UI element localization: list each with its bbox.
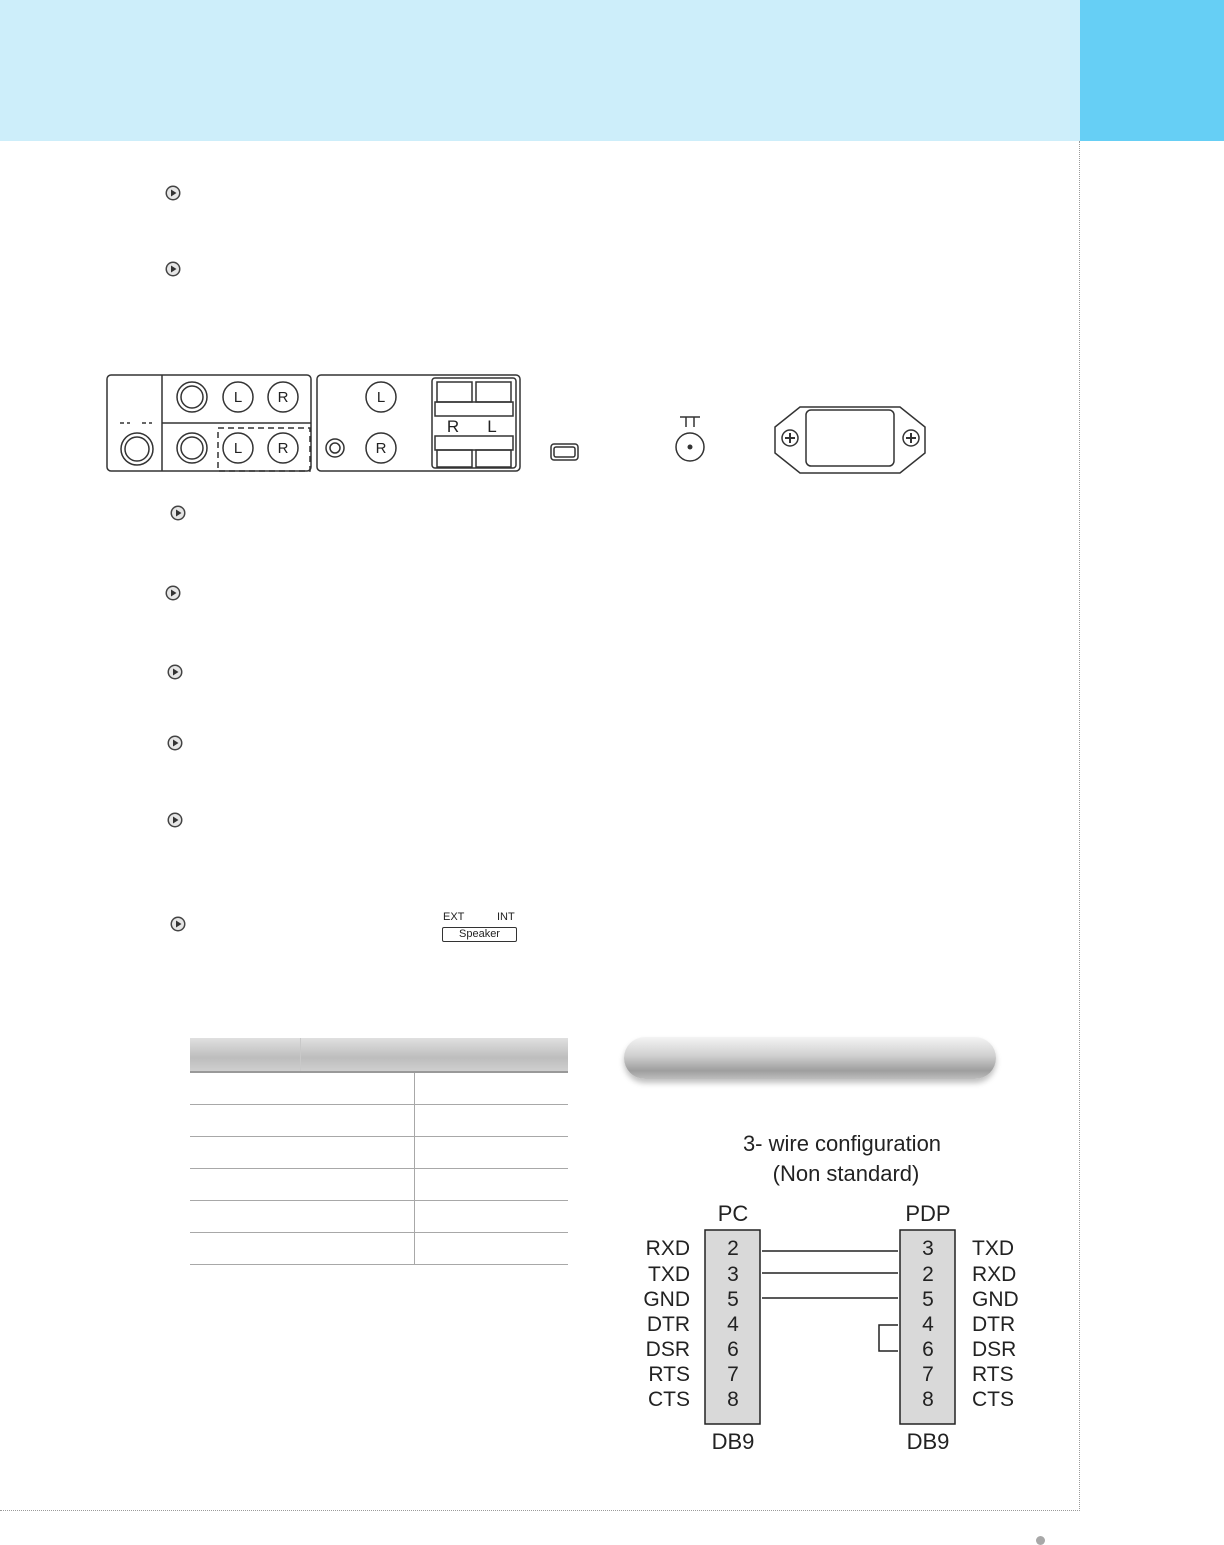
table-row — [190, 1201, 568, 1233]
pdp-signal-label: GND — [972, 1288, 1019, 1311]
table-row — [190, 1137, 568, 1169]
speaker-r-label: R — [446, 417, 460, 436]
pc-pin-number: 7 — [727, 1363, 739, 1386]
pdp-pin-number: 6 — [922, 1338, 934, 1361]
audio-out-l-label: L — [376, 389, 386, 406]
pdp-signal-label: TXD — [972, 1237, 1014, 1260]
pc-footer: DB9 — [711, 1429, 755, 1454]
pc-pin-number: 6 — [727, 1338, 739, 1361]
pc-pin-number: 3 — [727, 1263, 739, 1286]
pdp-signal-label: RXD — [972, 1263, 1017, 1286]
page-marker-dot — [1036, 1536, 1045, 1545]
pdp-pin-number: 3 — [922, 1237, 934, 1260]
loopback-dtr-dsr — [879, 1325, 898, 1351]
speaker-switch-int-label: INT — [497, 911, 515, 923]
audio-mini-jack — [326, 439, 344, 457]
speaker-terminal — [432, 378, 516, 468]
pdp-pin-number: 8 — [922, 1388, 934, 1411]
bullet-arrow-icon — [170, 916, 186, 932]
rear-panel-diagram — [0, 360, 1000, 490]
header-band — [0, 0, 1080, 141]
pdp-signal-label: DSR — [972, 1338, 1017, 1361]
table-row — [190, 1105, 568, 1137]
section-title-pill — [624, 1037, 996, 1079]
pdp-pin-number: 2 — [922, 1263, 934, 1286]
pdp-signal-label: CTS — [972, 1388, 1014, 1411]
pc-signal-label: RTS — [648, 1363, 690, 1386]
wiring-title: 3- wire configuration — [742, 1131, 942, 1156]
margin-divider-vertical — [1079, 141, 1080, 1511]
pc-signal-label: TXD — [648, 1263, 690, 1286]
bullet-arrow-icon — [167, 735, 183, 751]
header-tab — [1080, 0, 1224, 141]
audio-l-label: L — [233, 389, 243, 406]
pdp-pin-number: 7 — [922, 1363, 934, 1386]
table-row — [190, 1169, 568, 1201]
svideo-jack — [121, 433, 153, 465]
wiring-subtitle: (Non standard) — [772, 1161, 920, 1186]
speaker-l-label: L — [487, 417, 497, 436]
bullet-arrow-icon — [167, 812, 183, 828]
audio-l-label: L — [233, 440, 243, 457]
pc-signal-label: DSR — [645, 1338, 690, 1361]
pdp-signal-label: DTR — [972, 1313, 1016, 1336]
bullet-arrow-icon — [165, 585, 181, 601]
pc-header: PC — [717, 1201, 749, 1226]
pc-signal-label: GND — [643, 1288, 690, 1311]
bullet-arrow-icon — [165, 185, 181, 201]
pdp-header: PDP — [905, 1201, 951, 1226]
speaker-switch-ext-label: EXT — [443, 911, 465, 923]
pc-signal-label: DTR — [646, 1313, 690, 1336]
pdp-footer: DB9 — [906, 1429, 950, 1454]
rs232-wiring-diagram — [600, 1120, 1040, 1465]
pc-pin-number: 2 — [727, 1237, 739, 1260]
spec-table — [190, 1038, 568, 1265]
pc-pin-number: 8 — [727, 1388, 739, 1411]
bullet-arrow-icon — [165, 261, 181, 277]
bullet-arrow-icon — [170, 505, 186, 521]
pc-signal-label: RXD — [645, 1237, 690, 1260]
pc-pin-number: 5 — [727, 1288, 739, 1311]
spec-table-header — [190, 1038, 568, 1073]
margin-divider-horizontal — [0, 1510, 1080, 1511]
bullet-arrow-icon — [167, 664, 183, 680]
pc-signal-label: CTS — [648, 1388, 690, 1411]
audio-r-label: R — [277, 440, 289, 457]
audio-out-r-label: R — [375, 440, 387, 457]
pdp-pin-number: 4 — [922, 1313, 934, 1336]
pdp-pin-number: 5 — [922, 1288, 934, 1311]
audio-r-label: R — [277, 389, 289, 406]
speaker-switch[interactable] — [440, 909, 520, 945]
speaker-switch-label: Speaker — [442, 927, 517, 942]
table-row — [190, 1233, 568, 1265]
table-row — [190, 1073, 568, 1105]
pc-pin-number: 4 — [727, 1313, 739, 1336]
pdp-signal-label: RTS — [972, 1363, 1014, 1386]
